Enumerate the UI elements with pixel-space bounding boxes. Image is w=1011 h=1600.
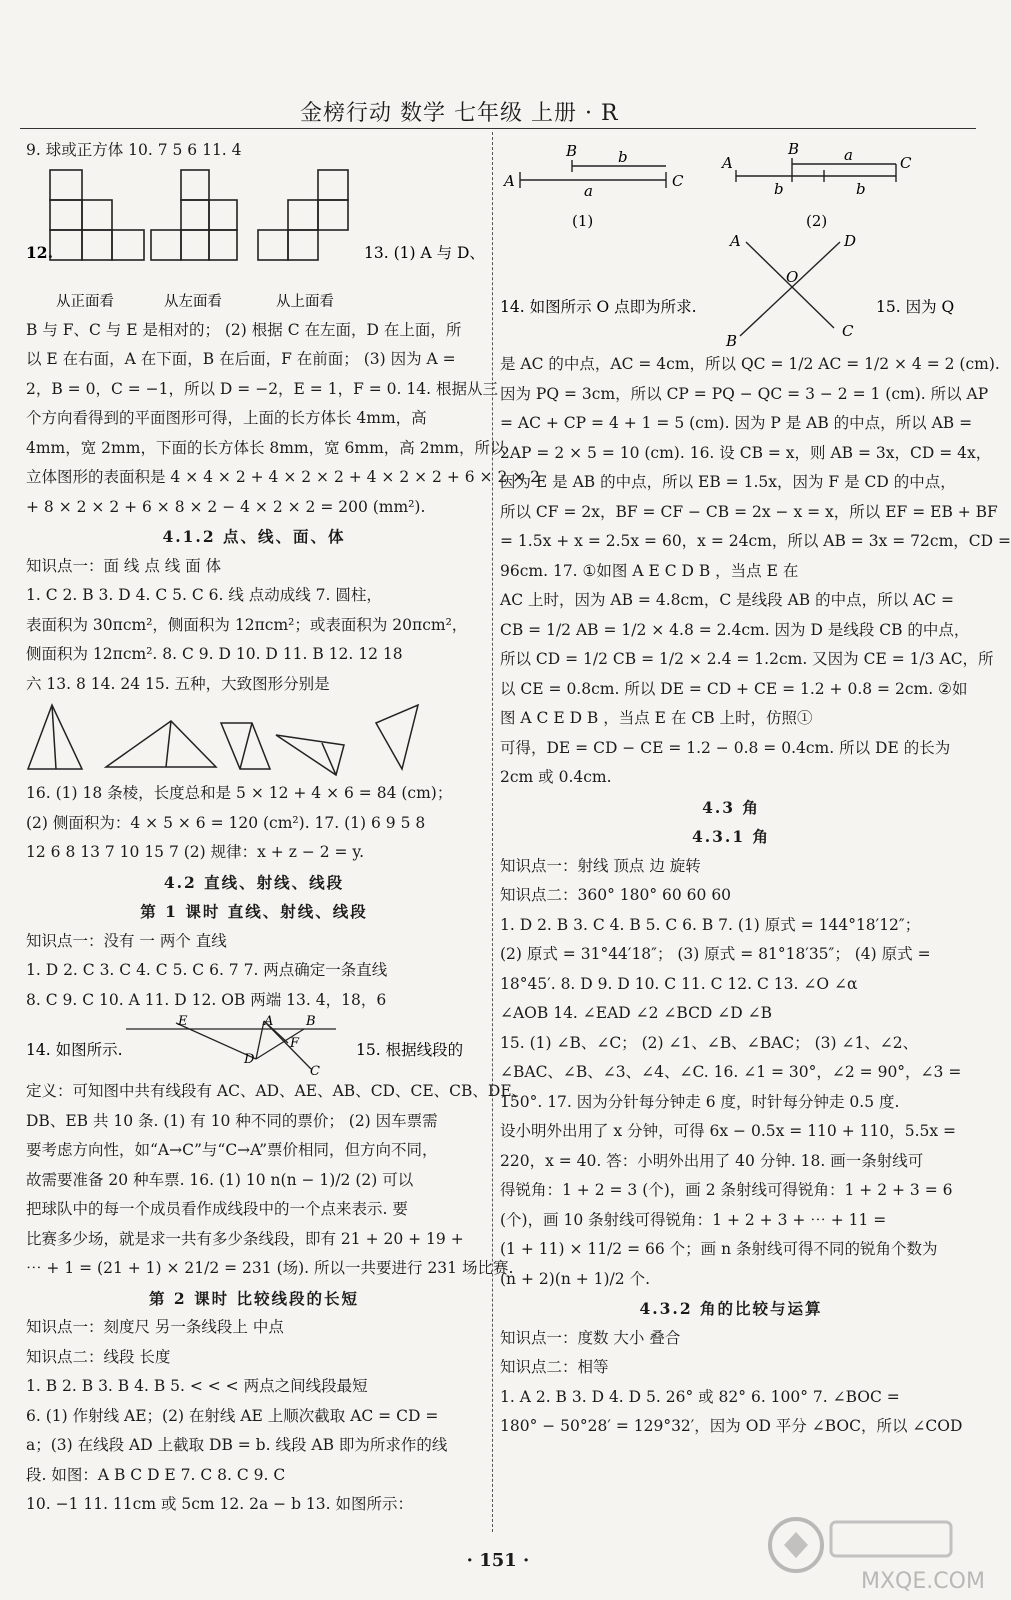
answer-line: 比赛多少场，就是求一共有多少条线段，即有 21 + 20 + 19 +: [26, 1229, 464, 1248]
section-heading: 4.2 直线、射线、线段: [163, 872, 345, 892]
answer-line: a；(3) 在线段 AD 上截取 DB = b. 线段 AB 即为所求作的线: [26, 1436, 448, 1454]
answer-line: 可得，DE = CD − CE = 1.2 − 0.8 = 0.4cm. 所以 DE 的长为: [500, 738, 951, 757]
answer-line: 18°45′. 8. D 9. D 10. C 11. C 12. C 13. ∠O ∠α: [500, 974, 858, 993]
answer-line: 2AP = 2 × 5 = 10 (cm). 16. 设 CB = x，则 AB = 3x，CD = 4x，: [500, 443, 992, 462]
fig-label: 14. 如图所示.: [26, 1041, 123, 1059]
svg-text:B: B: [788, 140, 800, 158]
answer-line: (2) 侧面积为：4 × 5 × 6 = 120 (cm²). 17. (1) 6 9 5 8: [26, 813, 426, 832]
fig-tail: 15. 因为 Q: [876, 298, 955, 316]
section-heading: 4.3 角: [702, 797, 760, 817]
svg-text:D: D: [844, 232, 857, 250]
answer-line: CB = 1/2 AB = 1/2 × 4.8 = 2.4cm. 因为 D 是线段 CB 的中点，: [500, 620, 970, 639]
watermark-logo: [756, 1500, 985, 1595]
answer-line: 立体图形的表面积是 4 × 4 × 2 + 4 × 2 × 2 + 4 × 2 × 2 + 6 × 2 × 2: [26, 468, 541, 486]
svg-text:b: b: [856, 180, 866, 198]
fig-label: 12.: [26, 242, 53, 262]
svg-text:B: B: [306, 1014, 316, 1029]
svg-text:F: F: [290, 1036, 300, 1051]
svg-text:a: a: [584, 182, 593, 200]
answer-line: = 1.5x + x = 2.5x = 60，x = 24cm，所以 AB = 3x = 72cm，CD =: [500, 532, 1011, 550]
answer-line: 因为 E 是 AB 的中点，所以 EB = 1.5x，因为 F 是 CD 的中点，: [500, 473, 956, 491]
figure-views: [26, 166, 485, 316]
answer-line: 以 E 在右面，A 在下面，B 在后面，F 在前面； (3) 因为 A =: [26, 350, 456, 368]
answer-line: 要考虑方向性，如“A→C”与“C→A”票价相同，但方向不同，: [26, 1141, 438, 1159]
header-title: 金榜行动 数学 七年级 上册 · R: [300, 101, 619, 126]
answer-line: 9. 球或正方体 10. 7 5 6 11. 4: [26, 141, 242, 159]
answer-line: 12 6 8 13 7 10 15 7 (2) 规律：x + z − 2 = y.: [26, 843, 365, 861]
svg-text:C: C: [672, 172, 684, 190]
right-column: [500, 136, 1011, 1442]
answer-line: 2，B = 0，C = −1，所以 D = −2，E = 1，F = 0. 14. 根据从三: [26, 379, 498, 398]
answer-line: 所以 CD = 1/2 CB = 1/2 × 2.4 = 1.2cm. 又因为 CE = 1/3 AC，所: [500, 650, 994, 668]
answer-line: 知识点一：没有 一 两个 直线: [26, 931, 227, 950]
answer-line: 6. (1) 作射线 AE；(2) 在射线 AE 上顺次截取 AC = CD =: [26, 1406, 439, 1425]
answer-line: 表面积为 30πcm²，侧面积为 12πcm²；或表面积为 20πcm²，: [26, 615, 468, 634]
answer-line: 六 13. 8 14. 24 15. 五种，大致图形分别是: [26, 674, 330, 693]
answer-line: 220，x = 40. 答：小明外出用了 40 分钟. 18. 画一条射线可: [500, 1151, 924, 1170]
answer-line: 设小明外出用了 x 分钟，可得 6x − 0.5x = 110 + 110，5.5x =: [500, 1122, 957, 1140]
answer-line: (n + 2)(n + 1)/2 个.: [500, 1269, 650, 1288]
answer-line: 180° − 50°28′ = 129°32′，因为 OD 平分 ∠BOC，所以 ∠COD: [500, 1417, 963, 1435]
answer-line: 2cm 或 0.4cm.: [500, 768, 612, 786]
answer-line: 知识点二：相等: [500, 1358, 609, 1376]
answer-line: 1. C 2. B 3. D 4. C 5. C 6. 线 点动成线 7. 圆柱，: [26, 586, 382, 604]
caption-front: 从正面看: [56, 293, 114, 310]
answer-line: 知识点一：刻度尺 另一条线段上 中点: [26, 1318, 284, 1336]
answer-line: 8. C 9. C 10. A 11. D 12. OB 两端 13. 4，18，6: [26, 990, 387, 1009]
answer-line: 因为 PQ = 3cm，所以 CP = PQ − QC = 3 − 2 = 1 (cm). 所以 AP: [500, 384, 989, 403]
svg-text:C: C: [900, 154, 912, 172]
answer-line: = AC + CP = 4 + 1 = 5 (cm). 因为 P 是 AB 的中点，所以 AB =: [500, 414, 973, 432]
figure-shapes: [26, 699, 482, 779]
answer-line: 1. B 2. B 3. B 4. B 5. < < < 两点之间线段最短: [26, 1377, 368, 1395]
answer-line: 150°. 17. 因为分针每分钟走 6 度，时针每分钟走 0.5 度.: [500, 1092, 900, 1111]
answer-line: 以 CE = 0.8cm. 所以 DE = CD + CE = 1.2 + 0.8 = 2cm. ②如: [500, 679, 968, 698]
answer-line: B 与 F、C 与 E 是相对的； (2) 根据 C 在左面，D 在上面，所: [26, 320, 462, 339]
answer-line: 得锐角：1 + 2 = 3 (个)，画 2 条射线可得锐角：1 + 2 + 3 = 6: [500, 1181, 953, 1199]
section-heading: 4.3.1 角: [691, 827, 771, 846]
answer-line: 图 A C E D B ，当点 E 在 CB 上时，仿照①: [500, 709, 813, 727]
answer-line: 15. (1) ∠B、∠C； (2) ∠1、∠B、∠BAC； (3) ∠1、∠2、: [500, 1033, 919, 1052]
answer-line: 所以 CF = 2x，BF = CF − CB = 2x − x = x，所以 EF = EB + BF: [500, 502, 998, 521]
svg-text:C: C: [842, 322, 854, 340]
caption-top: 从上面看: [276, 293, 334, 310]
answer-line: ∠AOB 14. ∠EAD ∠2 ∠BCD ∠D ∠B: [500, 1004, 773, 1022]
answer-line: 知识点一：射线 顶点 边 旋转: [500, 856, 701, 875]
fig-tail: 13. (1) A 与 D、: [364, 243, 485, 262]
svg-text:B: B: [566, 142, 578, 160]
figure-lines14: [26, 1015, 482, 1077]
answer-line: 知识点二：360° 180° 60 60 60: [500, 886, 732, 904]
caption-left: 从左面看: [164, 293, 222, 310]
answer-line: 1. D 2. B 3. C 4. B 5. C 6. B 7. (1) 原式 = 144°18′12″；: [500, 915, 921, 934]
answer-line: 是 AC 的中点，AC = 4cm，所以 QC = 1/2 AC = 1/2 × 4 = 2 (cm).: [500, 355, 1000, 373]
svg-text:A: A: [504, 172, 515, 190]
svg-text:b: b: [618, 148, 628, 166]
answer-line: ⋯ + 1 = (21 + 1) × 21/2 = 231 (场). 所以一共要进行 231 场比赛.: [26, 1259, 514, 1277]
figure-cross14: [500, 232, 962, 350]
svg-text:E: E: [178, 1014, 188, 1029]
section-heading: 4.1.2 点、线、面、体: [162, 527, 346, 546]
answer-line: AC 上时，因为 AB = 4.8cm，C 是线段 AB 的中点，所以 AC =: [500, 591, 954, 609]
fig-label: 14. 如图所示 O 点即为所求.: [500, 298, 697, 316]
answer-line: 知识点一：度数 大小 叠合: [500, 1328, 681, 1347]
answer-line: 定义：可知图中共有线段有 AC、AD、AE、AB、CD、CE、CB、DE、: [26, 1082, 528, 1100]
caption-fig-2: (2): [806, 212, 828, 230]
answer-line: 10. −1 11. 11cm 或 5cm 12. 2a − b 13. 如图所示：: [26, 1495, 414, 1513]
svg-text:b: b: [774, 180, 784, 198]
answer-line: 个方向看得到的平面图形可得，上面的长方体长 4mm，高: [26, 409, 427, 427]
svg-text:A: A: [722, 154, 733, 172]
answer-line: 1. A 2. B 3. D 4. D 5. 26° 或 82° 6. 100° 7. ∠BOC =: [500, 1387, 900, 1406]
caption-fig-1: (1): [572, 212, 594, 230]
answer-line: (1 + 11) × 11/2 = 66 个；画 n 条射线可得不同的锐角个数为: [500, 1240, 938, 1258]
answer-line: + 8 × 2 × 2 + 6 × 8 × 2 − 4 × 2 × 2 = 200 (mm²).: [26, 497, 426, 516]
answer-line: (个)，画 10 条射线可得锐角：1 + 2 + 3 + ⋯ + 11 =: [500, 1210, 887, 1229]
answer-line: 1. D 2. C 3. C 4. C 5. C 6. 7 7. 两点确定一条直线: [26, 961, 388, 979]
svg-text:C: C: [310, 1064, 320, 1079]
fig-tail: 15. 根据线段的: [356, 1041, 464, 1059]
answer-line: (2) 原式 = 31°44′18″； (3) 原式 = 81°18′35″； (4) 原式 =: [500, 945, 931, 963]
section-heading: 第 1 课时 直线、射线、线段: [140, 902, 368, 921]
answer-line: 侧面积为 12πcm². 8. C 9. D 10. D 11. B 12. 12 18: [26, 645, 403, 663]
watermark-text: MXQE.COM: [861, 1569, 985, 1594]
page-header: [0, 96, 996, 130]
answer-line: 4mm，宽 2mm，下面的长方体长 8mm，宽 6mm，高 2mm，所以: [26, 438, 506, 457]
left-column: [26, 136, 541, 1520]
answer-line: 把球队中的每一个成员看作成线段中的一个点来表示. 要: [26, 1200, 408, 1218]
answer-line: DB、EB 共 10 条. (1) 有 10 种不同的票价； (2) 因车票需: [26, 1111, 438, 1130]
answer-line: 96cm. 17. ①如图 A E C D B ，当点 E 在: [500, 561, 799, 580]
answer-line: ∠BAC、∠B、∠3、∠4、∠C. 16. ∠1 = 30°，∠2 = 90°，∠3 =: [500, 1063, 962, 1081]
answer-line: 知识点一：面 线 点 线 面 体: [26, 556, 222, 575]
page-number: · 151 ·: [466, 1550, 530, 1571]
svg-text:A: A: [730, 232, 741, 250]
svg-text:B: B: [726, 332, 738, 350]
answer-line: 故需要准备 20 种车票. 16. (1) 10 n(n − 1)/2 (2) 可以: [26, 1170, 414, 1189]
header-rule: [20, 128, 976, 129]
answer-line: 知识点二：线段 长度: [26, 1347, 171, 1366]
svg-text:D: D: [244, 1052, 255, 1067]
svg-text:A: A: [264, 1014, 274, 1029]
svg-text:O: O: [786, 268, 799, 286]
column-divider: [492, 132, 493, 1532]
section-heading: 第 2 课时 比较线段的长短: [149, 1288, 359, 1308]
answer-line: 16. (1) 18 条棱，长度总和是 5 × 12 + 4 × 6 = 84 (cm)；: [26, 784, 453, 802]
svg-text:a: a: [844, 146, 853, 164]
answer-line: 段. 如图：A B C D E 7. C 8. C 9. C: [26, 1465, 286, 1484]
figure-segs13: [500, 136, 962, 232]
section-heading: 4.3.2 角的比较与运算: [639, 1299, 823, 1318]
